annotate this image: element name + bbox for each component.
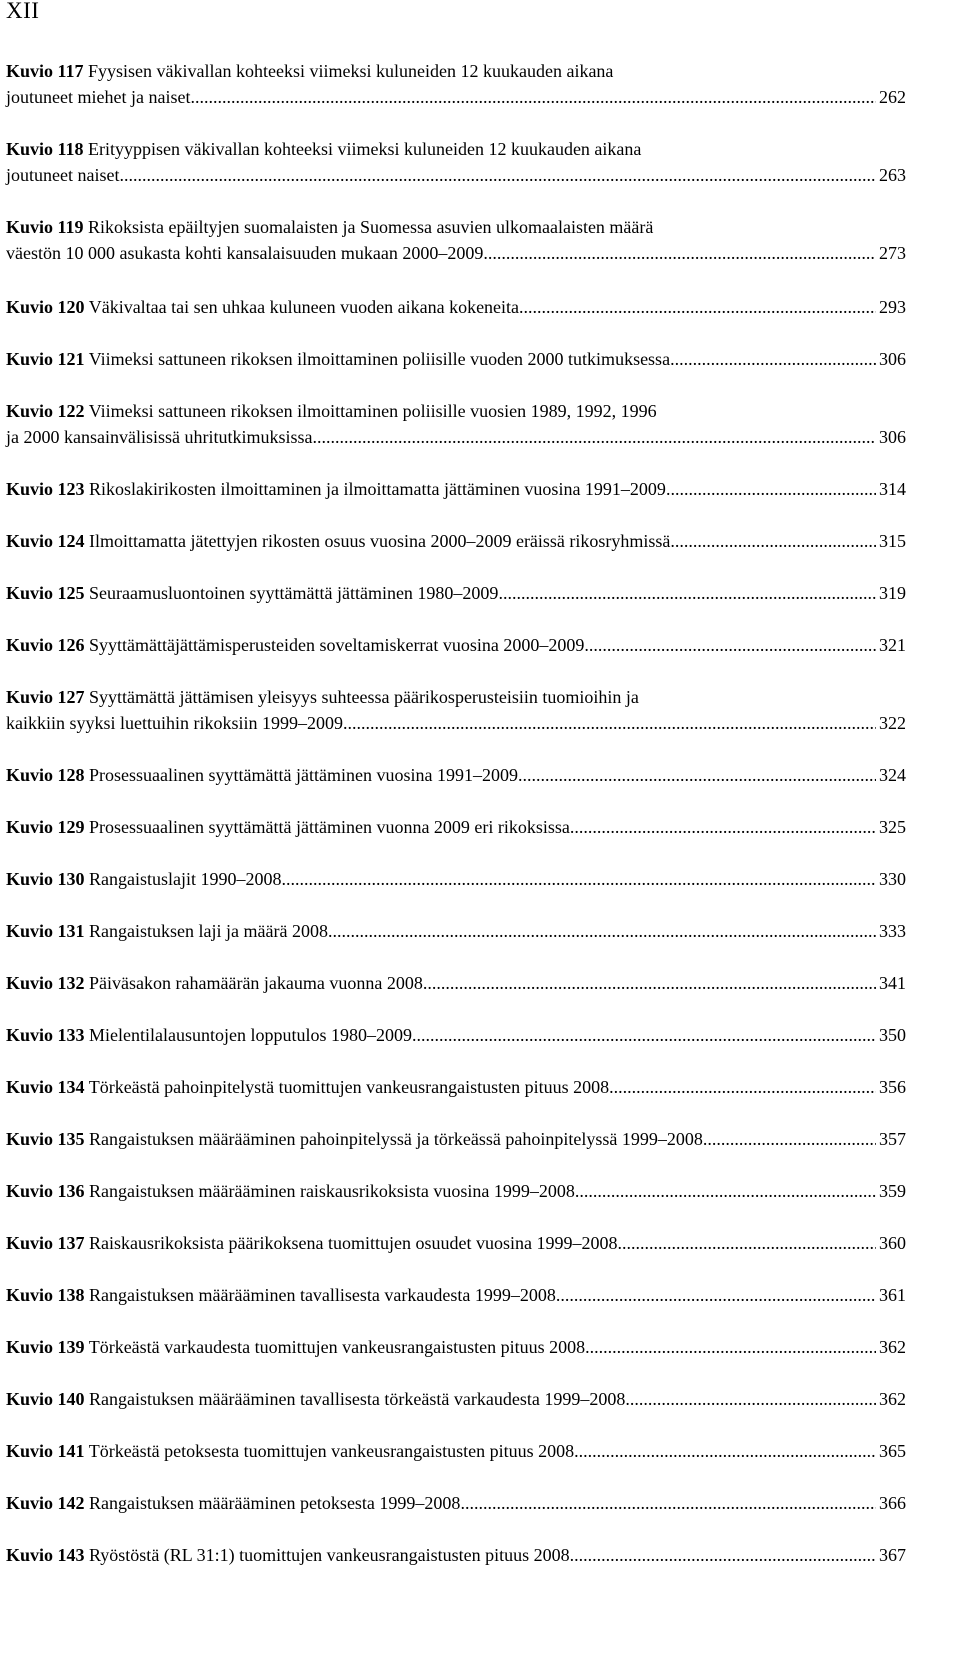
- figure-title: Mielentilalausuntojen lopputulos 1980–2009: [89, 1025, 412, 1045]
- toc-entry-134[interactable]: [6, 1074, 906, 1100]
- figure-label: Kuvio 122: [6, 401, 85, 421]
- toc-entry-title: [6, 1178, 575, 1204]
- page-ref: 359: [879, 1181, 906, 1201]
- dot-leader: [312, 424, 876, 450]
- figure-title: Rangaistuksen laji ja määrä 2008: [89, 921, 328, 941]
- dot-leader: [574, 1438, 876, 1464]
- toc-entry-126[interactable]: [6, 632, 906, 658]
- toc-entry-title-line: [6, 684, 906, 710]
- toc-entry-title: [6, 214, 653, 240]
- figure-label: Kuvio 136: [6, 1181, 85, 1201]
- toc-entry-line: [6, 1074, 906, 1100]
- toc-entry-line: [6, 580, 906, 606]
- dot-leader: [570, 1542, 876, 1568]
- toc-entry-last-line: [6, 162, 906, 188]
- dot-leader: [195, 84, 876, 110]
- toc-entry-line: [6, 1022, 906, 1048]
- toc-entry-121[interactable]: [6, 346, 906, 372]
- figure-title: Päiväsakon rahamäärän jakauma vuonna 2008: [89, 973, 423, 993]
- figure-label: Kuvio 117: [6, 61, 84, 81]
- toc-entry-line: [6, 1282, 906, 1308]
- figure-label: Kuvio 127: [6, 687, 85, 707]
- toc-entry-119[interactable]: [6, 214, 906, 266]
- toc-entry-143[interactable]: [6, 1542, 906, 1568]
- dot-leader: [518, 762, 876, 788]
- figure-title: Ilmoittamatta jätettyjen rikosten osuus vuosina 2000–2009 eräissä rikosryhmissä: [89, 531, 671, 551]
- toc-entry-title: [6, 398, 657, 424]
- toc-entry-131[interactable]: [6, 918, 906, 944]
- toc-entry-title: [6, 1074, 609, 1100]
- page-ref: 333: [879, 921, 906, 941]
- dot-leader: [666, 476, 876, 502]
- toc-entry-line: [6, 1178, 906, 1204]
- figure-title: Rangaistuksen määrääminen pahoinpitelyssä ja törkeässä pahoinpitelyssä 1999–2008: [89, 1129, 703, 1149]
- toc-entry-title: [6, 866, 282, 892]
- page-ref: 321: [879, 635, 906, 655]
- figure-label: Kuvio 120: [6, 297, 85, 317]
- dot-leader: [519, 294, 876, 320]
- toc-entry-title-line: [6, 398, 906, 424]
- dot-leader: [584, 632, 876, 658]
- toc-entry-118[interactable]: [6, 136, 906, 188]
- page-ref: 306: [879, 349, 906, 369]
- figure-title: Rangaistuksen määrääminen tavallisesta törkeästä varkaudesta 1999–2008: [89, 1389, 626, 1409]
- toc-entry-139[interactable]: [6, 1334, 906, 1360]
- toc-entry-title: [6, 476, 666, 502]
- toc-entry-last-line: [6, 240, 906, 266]
- figure-title: Seuraamusluontoinen syyttämättä jättäminen 1980–2009: [89, 583, 499, 603]
- toc-entry-133[interactable]: [6, 1022, 906, 1048]
- toc-entry-title: [6, 918, 328, 944]
- page-ref: 325: [879, 817, 906, 837]
- figure-label: Kuvio 137: [6, 1233, 85, 1253]
- page-ref: 366: [879, 1493, 906, 1513]
- page-number: XII: [6, 0, 40, 23]
- dot-leader: [343, 710, 876, 736]
- toc-entry-title: [6, 1126, 703, 1152]
- toc-entry-136[interactable]: [6, 1178, 906, 1204]
- toc-entry-line: [6, 346, 906, 372]
- figure-title-continued: väestön 10 000 asukasta kohti kansalaisuuden mukaan 2000–2009: [6, 243, 484, 263]
- figure-title: Törkeästä pahoinpitelystä tuomittujen vankeusrangaistusten pituus 2008: [88, 1077, 610, 1097]
- toc-entry-title: [6, 1334, 585, 1360]
- page-ref: 341: [879, 973, 906, 993]
- toc-entry-125[interactable]: [6, 580, 906, 606]
- page-ref: 350: [879, 1025, 906, 1045]
- toc-entry-title: [6, 294, 519, 320]
- toc-entry-last-line: [6, 84, 906, 110]
- toc-entry-line: [6, 1438, 906, 1464]
- figure-label: Kuvio 140: [6, 1389, 85, 1409]
- figure-title: Rikoslakirikosten ilmoittaminen ja ilmoittamatta jättäminen vuosina 1991–2009: [89, 479, 666, 499]
- toc-entry-title: [6, 1490, 460, 1516]
- page-ref: 362: [879, 1389, 906, 1409]
- toc-entry-title: [6, 1542, 570, 1568]
- figure-title: Törkeästä petoksesta tuomittujen vankeusrangaistusten pituus 2008: [88, 1441, 575, 1461]
- toc-entry-line: [6, 970, 906, 996]
- figure-label: Kuvio 119: [6, 217, 84, 237]
- toc-entry-line: [6, 1126, 906, 1152]
- toc-entry-line: [6, 918, 906, 944]
- page-ref: 360: [879, 1233, 906, 1253]
- figure-label: Kuvio 121: [6, 349, 85, 369]
- dot-leader: [617, 1230, 876, 1256]
- toc-entry-line: [6, 814, 906, 840]
- toc-entry-line: [6, 632, 906, 658]
- figure-label: Kuvio 128: [6, 765, 85, 785]
- dot-leader: [119, 162, 876, 188]
- dot-leader: [670, 528, 876, 554]
- toc-entry-line: [6, 866, 906, 892]
- toc-entry-line: [6, 294, 906, 320]
- toc-entry-title: [6, 346, 670, 372]
- toc-entry-title-line: [6, 214, 906, 240]
- toc-entry-124[interactable]: [6, 528, 906, 554]
- toc-entry-142[interactable]: [6, 1490, 906, 1516]
- toc-entry-title: [6, 684, 639, 710]
- toc-entry-122[interactable]: [6, 398, 906, 450]
- dot-leader: [570, 814, 876, 840]
- dot-leader: [328, 918, 876, 944]
- figure-label: Kuvio 124: [6, 531, 85, 551]
- page-ref: 361: [879, 1285, 906, 1305]
- page-ref: 315: [879, 531, 906, 551]
- toc-entry-title-line: [6, 136, 906, 162]
- figure-title: Prosessuaalinen syyttämättä jättäminen vuosina 1991–2009: [89, 765, 518, 785]
- toc-entry-title: [6, 762, 518, 788]
- toc-entry-123[interactable]: [6, 476, 906, 502]
- toc-entry-138[interactable]: [6, 1282, 906, 1308]
- page-ref: 362: [879, 1337, 906, 1357]
- toc-entry-title: [6, 1386, 625, 1412]
- dot-leader: [483, 240, 876, 266]
- toc-entry-line: [6, 1230, 906, 1256]
- page-ref: 314: [879, 479, 906, 499]
- toc-entry-title: [6, 1282, 556, 1308]
- page-ref: 262: [879, 87, 906, 107]
- page-ref: 322: [879, 713, 906, 733]
- figure-title-continued: kaikkiin syyksi luettuihin rikoksiin 1999–2009: [6, 713, 343, 733]
- page-ref: 365: [879, 1441, 906, 1461]
- figure-title: Prosessuaalinen syyttämättä jättäminen vuonna 2009 eri rikoksissa: [89, 817, 570, 837]
- figure-title: Rangaistuksen määrääminen raiskausrikoksista vuosina 1999–2008: [89, 1181, 575, 1201]
- dot-leader: [585, 1334, 876, 1360]
- toc-entry-line: [6, 1334, 906, 1360]
- figure-label: Kuvio 126: [6, 635, 85, 655]
- figure-title: Ryöstöstä (RL 31:1) tuomittujen vankeusrangaistusten pituus 2008: [89, 1545, 570, 1565]
- dot-leader: [670, 346, 876, 372]
- figure-title: Syyttämättäjättämisperusteiden soveltamiskerrat vuosina 2000–2009: [89, 635, 585, 655]
- toc-entry-title: [6, 1230, 617, 1256]
- toc-entry-title: [6, 632, 584, 658]
- figure-title: Törkeästä varkaudesta tuomittujen vankeusrangaistusten pituus 2008: [88, 1337, 586, 1357]
- figure-title: Rangaistuksen määrääminen tavallisesta varkaudesta 1999–2008: [89, 1285, 556, 1305]
- toc-entry-last-line: [6, 710, 906, 736]
- toc-entry-title: [6, 528, 670, 554]
- toc-entry-line: [6, 762, 906, 788]
- figure-title: Viimeksi sattuneen rikoksen ilmoittaminen poliisille vuoden 2000 tutkimuksessa: [88, 349, 671, 369]
- figure-title: Raiskausrikoksista päärikoksena tuomittujen osuudet vuosina 1999–2008: [89, 1233, 618, 1253]
- toc-entry-117[interactable]: [6, 58, 906, 110]
- page-ref: 356: [879, 1077, 906, 1097]
- figure-title: Rangaistuksen määrääminen petoksesta 1999–2008: [89, 1493, 461, 1513]
- figure-label: Kuvio 118: [6, 139, 84, 159]
- toc-entry-line: [6, 1386, 906, 1412]
- toc-entry-title: [6, 58, 613, 84]
- toc-entry-132[interactable]: [6, 970, 906, 996]
- toc-entry-127[interactable]: [6, 684, 906, 736]
- figure-label: Kuvio 134: [6, 1077, 85, 1097]
- toc-entry-135[interactable]: [6, 1126, 906, 1152]
- dot-leader: [498, 580, 876, 606]
- page-ref: 273: [879, 243, 906, 263]
- figure-label: Kuvio 130: [6, 869, 85, 889]
- figure-title: Erityyppisen väkivallan kohteeksi viimeksi kuluneiden 12 kuukauden aikana: [88, 139, 642, 159]
- figure-title: Väkivaltaa tai sen uhkaa kuluneen vuoden aikana kokeneita: [88, 297, 520, 317]
- toc-entry-129[interactable]: [6, 814, 906, 840]
- figure-title-continued: joutuneet miehet ja naiset.: [6, 87, 195, 107]
- figure-label: Kuvio 132: [6, 973, 85, 993]
- page-ref: 319: [879, 583, 906, 603]
- toc-entry-130[interactable]: [6, 866, 906, 892]
- dot-leader: [703, 1126, 876, 1152]
- toc-entry-120[interactable]: [6, 294, 906, 320]
- toc-entry-title: [6, 580, 498, 606]
- page-ref: 367: [879, 1545, 906, 1565]
- dot-leader: [575, 1178, 876, 1204]
- figure-label: Kuvio 129: [6, 817, 85, 837]
- toc-entry-last-line: [6, 424, 906, 450]
- toc-entry-line: [6, 1490, 906, 1516]
- toc-entry-title: [6, 814, 570, 840]
- figure-title: Syyttämättä jättämisen yleisyys suhteessa päärikosperusteisiin tuomioihin ja: [89, 687, 639, 707]
- toc-entry-line: [6, 528, 906, 554]
- figure-title: Rikoksista epäiltyjen suomalaisten ja Suomessa asuvien ulkomaalaisten määrä: [88, 217, 654, 237]
- figure-title: Viimeksi sattuneen rikoksen ilmoittaminen poliisille vuosien 1989, 1992, 1996: [88, 401, 657, 421]
- page-ref: 306: [879, 427, 906, 447]
- page-ref: 324: [879, 765, 906, 785]
- toc-entry-140[interactable]: [6, 1386, 906, 1412]
- toc-entry-title-line: [6, 58, 906, 84]
- toc-entry-title: [6, 970, 423, 996]
- dot-leader: [625, 1386, 876, 1412]
- figure-label: Kuvio 139: [6, 1337, 85, 1357]
- toc-entry-title: [6, 1022, 412, 1048]
- figure-label: Kuvio 138: [6, 1285, 85, 1305]
- dot-leader: [412, 1022, 876, 1048]
- dot-leader: [282, 866, 876, 892]
- toc-entry-line: [6, 476, 906, 502]
- figure-label: Kuvio 133: [6, 1025, 85, 1045]
- toc-entry-128[interactable]: [6, 762, 906, 788]
- dot-leader: [556, 1282, 876, 1308]
- toc-entry-141[interactable]: [6, 1438, 906, 1464]
- toc-entry-line: [6, 1542, 906, 1568]
- toc-entry-title: [6, 136, 641, 162]
- figure-label: Kuvio 142: [6, 1493, 85, 1513]
- figure-label: Kuvio 141: [6, 1441, 85, 1461]
- figure-label: Kuvio 131: [6, 921, 85, 941]
- figure-label: Kuvio 135: [6, 1129, 85, 1149]
- toc-entry-title: [6, 1438, 574, 1464]
- page-ref: 330: [879, 869, 906, 889]
- figure-title-continued: joutuneet naiset: [6, 165, 120, 185]
- page-ref: 263: [879, 165, 906, 185]
- page-ref: 357: [879, 1129, 906, 1149]
- figure-title: Rangaistuslajit 1990–2008: [89, 869, 282, 889]
- toc-entry-137[interactable]: [6, 1230, 906, 1256]
- page-ref: 293: [879, 297, 906, 317]
- dot-leader: [609, 1074, 876, 1100]
- figure-label: Kuvio 143: [6, 1545, 85, 1565]
- dot-leader: [423, 970, 876, 996]
- figure-title: Fyysisen väkivallan kohteeksi viimeksi kuluneiden 12 kuukauden aikana: [88, 61, 614, 81]
- figure-label: Kuvio 123: [6, 479, 85, 499]
- figure-title-continued: ja 2000 kansainvälisissä uhritutkimuksissa: [6, 427, 313, 447]
- dot-leader: [460, 1490, 876, 1516]
- figure-label: Kuvio 125: [6, 583, 85, 603]
